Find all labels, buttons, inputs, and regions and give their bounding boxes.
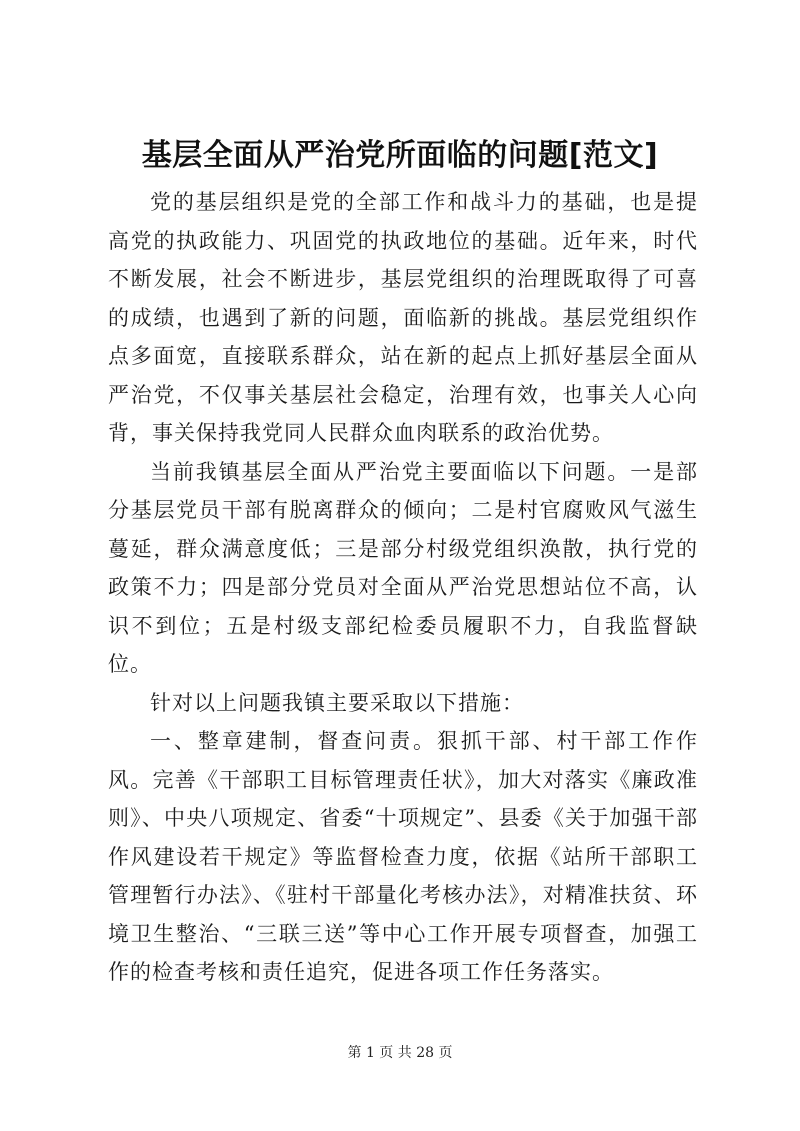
- document-title: 基层全面从严治党所面临的问题[范文]: [141, 138, 659, 173]
- paragraph-measure-one: 一、整章建制，督查问责。狠抓干部、村干部工作作风。完善《干部职工目标管理责任状》，加大对落实《廉政准则》、中央八项规定、省委“十项规定”、县委《关于加强干部作风建设若干规定》等监督检查力度，依据《站所干部职工管理暂行办法》、《驻村干部量化考核办法》，对精准扶贫、环境卫生整治、“三联三送”等中心工作开展专项督查，加强工作的检查考核和责任追究，促进各项工作任务落实。: [108, 729, 698, 984]
- page-footer: 第 1 页 共 28 页: [347, 1045, 453, 1061]
- paragraph-measures-lead: 针对以上问题我镇主要采取以下措施：: [150, 690, 524, 715]
- paragraph-problems: 当前我镇基层全面从严治党主要面临以下问题。一是部分基层党员干部有脱离群众的倾向；二是村官腐败风气滋生蔓延，群众满意度低；三是部分村级党组织涣散，执行党的政策不力；四是部分党员对全面从严治党思想站位不高，认识不到位；五是村级支部纪检委员履职不力，自我监督缺位。: [108, 459, 698, 676]
- document-body: [108, 183, 698, 992]
- paragraph-intro: 党的基层组织是党的全部工作和战斗力的基础，也是提高党的执政能力、巩固党的执政地位的基础。近年来，时代不断发展，社会不断进步，基层党组织的治理既取得了可喜的成绩，也遇到了新的问题，面临新的挑战。基层党组织作点多面宽，直接联系群众，站在新的起点上抓好基层全面从严治党，不仅事关基层社会稳定，治理有效，也事关人心向背，事关保持我党同人民群众血肉联系的政治优势。: [108, 190, 698, 445]
